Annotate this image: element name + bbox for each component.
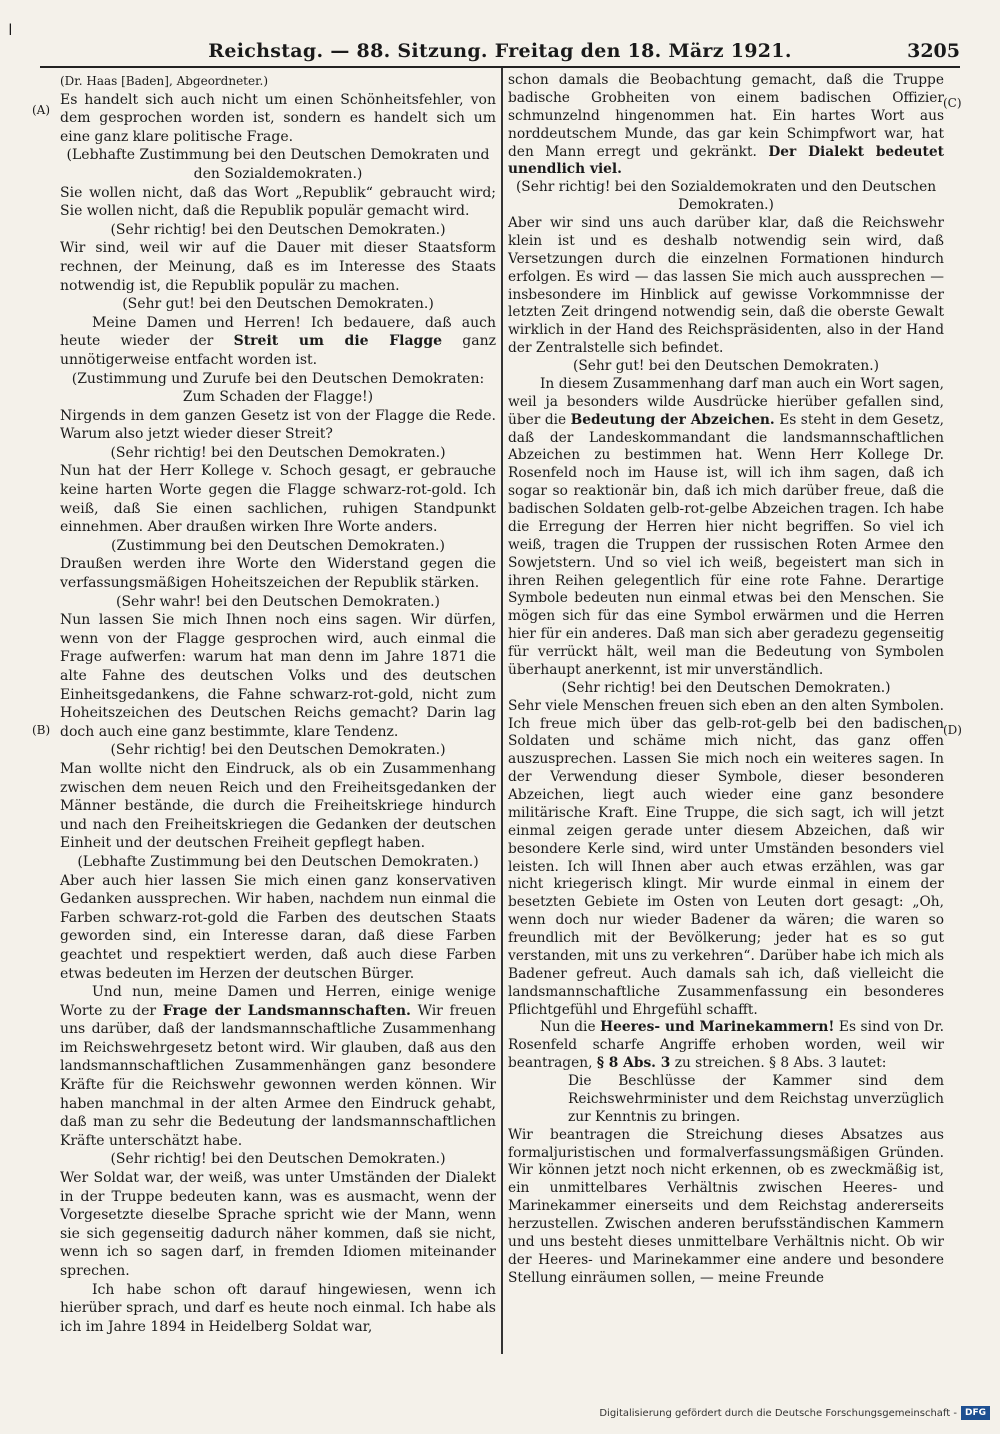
paragraph [508,376,944,680]
paragraph [508,1019,944,1073]
emphasis-dialekt: Der Dialekt bedeutet unendlich viel. [508,143,944,178]
footer [599,1406,990,1420]
paragraph: Aber auch hier lassen Sie mich einen ganz konservativen Gedanken aussprechen. Wir haben, nachdem nun einmal die Farben schwarz-rot-gold die Farben des deutschen Staats geworden sind, ein Interesse daran, daß diese Farben geachtet und respektiert werden, daß auch diese Farben etwas bedeuten im Herzen der deutschen Bürger. [60,872,496,982]
emphasis-landsmannschaften: Frage der Landsmannschaften. [162,1002,411,1019]
paragraph: Draußen werden ihre Worte den Widerstand gegen die verfassungsmäßigen Hoheitszeichen der Republik stärken. [60,556,496,592]
interjection: (Sehr richtig! bei den Deutschen Demokraten.) [110,1151,446,1168]
text-run: In diesem Zusammenhang darf man auch ein Wort sagen, weil ja besonders wilde Ausdrücke hierüber gefallen sind, über die [508,375,944,428]
right-column [508,72,944,1288]
emphasis-paragraph-ref: § 8 Abs. 3 [596,1055,671,1072]
page-title: Reichstag. — 88. Sitzung. Freitag den 18. März 1921. [208,40,792,62]
paragraph: Wir sind, weil wir auf die Dauer mit dieser Staatsform rechnen, der Meinung, daß es im Interesse des Staats notwendig ist, die Republik populär zu machen. [60,240,496,294]
dfg-logo: DFG [961,1406,990,1420]
text-run: ganz unnötigerweise entfacht worden ist. [60,333,496,368]
paragraph: Es handelt sich auch nicht um einen Schönheitsfehler, von dem gesprochen worden ist, sondern es handelt sich um eine ganz klare politische Frage. [60,91,496,145]
paragraph: Sie wollen nicht, daß das Wort „Republik“ gebraucht wird; Sie wollen nicht, daß die Republik populär gemacht wird. [60,184,496,220]
text-run: Meine Damen und Herren! Ich bedauere, daß auch heute wieder der [60,314,496,350]
margin-marker-a: (A) [32,103,51,117]
paragraph: Nun lassen Sie mich Ihnen noch eins sagen. Wir dürfen, wenn von der Flagge gesprochen wird, auch einmal die Frage aufwerfen: warum hat man denn im Jahre 1871 die alte Fahne des deutschen Volks und des deutschen Einheitsgedankens, die Fahne schwarz-rot-gold, nicht zum Hoheitszeichen des Deutschen Reichs gemacht? Darin lag doch auch eine ganz bestimmte, klare Tendenz. [60,612,496,740]
margin-marker-c: (C) [943,96,962,110]
interjection: (Zustimmung bei den Deutschen Demokraten.) [111,537,445,554]
paragraph: Sehr viele Menschen freuen sich eben an den alten Symbolen. Ich freue mich über das gelb-rot-gelb bei den badischen Soldaten und schäme mich nicht, das ganz offen auszusprechen. Lassen Sie mich noch ein weiteres sagen. In der Verwendung dieser Symbole, dieser besonderen Abzeichen, liegt auch wieder eine ganz besondere militärische Kraft. Eine Truppe, die sich sagt, ich will jetzt einmal zeigen gerade unter diesem Abzeichen, daß wir besondere Kerle sind, wird unter Umständen besonders viel leisten. Ich will Ihnen aber auch etwas erzählen, was gar nicht kriegerisch klingt. Mir wurde einmal in einem der besetzten Gebiete im Osten von Leuten dort gesagt: „Oh, wenn doch nur wieder Badener da wären; die waren so freundlich mit der Bevölkerung; jeder hat es so gut verstanden, mit uns zu verkehren“. Darüber habe ich mich als Badener gefreut. Auch damals sah ich, daß vielleicht die landsmannschaftliche Zusammenfassung ein besonderes Pflichtgefühl und Ehrgefühl schafft. [508,697,944,1018]
interjection: (Sehr richtig! bei den Deutschen Demokraten.) [110,444,446,461]
paragraph: Man wollte nicht den Eindruck, als ob ein Zusammenhang zwischen dem neuen Reich und den Freiheitsgedanken der Männer bestände, die durch die Freiheitskriege hindurch und nach den Freiheitskriegen die Gedanken der deutschen Einheit und der deutschen Freiheit gepflegt haben. [60,760,496,852]
text-run: Es steht in dem Gesetz, daß der Landeskommandant die landsmannschaftlichen Abzeichen zu bestimmen hat. Wenn Herr Kollege Dr. Rosenfeld noch im Hause ist, will ich ihm sagen, daß ich sogar so reaktionär bin, daß ich mich darüber freue, daß die badischen Soldaten gelb-rot-gelbe Abzeichen tragen. Ich habe die Erregung der Herren hier nicht begriffen. So viel ich weiß, tragen die Truppen der russischen Roten Armee den Sowjetstern. Und so viel ich weiß, begeistert man sich in ihren Reihen gelegentlich für eine rote Fahne. Derartige Symbole bedeuten nun einmal etwas bei den Menschen. Sie mögen sich für das eine Symbol erwärmen und die Herren hier für ein anderes. Daß man sich aber geradezu gegenseitig für verrückt hält, weil man die Bedeutung von Symbolen überhaupt anerkennt, ist mir unverständlich. [508,411,945,678]
margin-marker-b: (B) [32,723,51,737]
emphasis-flag-dispute: Streit um die Flagge [233,333,443,350]
interjection: (Sehr gut! bei den Deutschen Demokraten.) [122,296,434,313]
text-run: Nun die [540,1019,601,1036]
interjection: (Lebhafte Zustimmung bei den Deutschen Demokraten und den Sozialdemokraten.) [66,147,490,182]
paragraph: Nun hat der Herr Kollege v. Schoch gesagt, er gebrauche keine harten Worte gegen die Flagge schwarz-rot-gold. Ich weiß, daß Sie einen sachlichen, ruhigen Standpunkt einnehmen. Aber draußen wirken Ihre Worte anders. [60,463,496,536]
text-run: schon damals die Beobachtung gemacht, daß die Truppe badische Grobheiten von einem badischen Offizier schmunzelnd hingenommen hat. Ein hartes Wort aus norddeutschem Munde, das gar kein Schimpfwort war, hat den Mann erregt und gekränkt. [508,72,944,160]
margin-marker-d: (D) [943,723,962,737]
emphasis-abzeichen: Bedeutung der Abzeichen. [570,411,775,428]
interjection: (Sehr richtig! bei den Deutschen Demokraten.) [561,679,891,696]
text-run: Es sind von Dr. Rosenfeld scharfe Angriffe erhoben worden, weil wir beantragen, [508,1019,945,1072]
column-divider [501,68,503,1354]
paragraph: Wer Soldat war, der weiß, was unter Umständen der Dialekt in der Truppe bedeuten kann, was es ausmacht, wenn der Vorgesetzte dieselbe Sprache spricht wie der Mann, wenn sie sich gegenseitig dadurch näher kommen, daß sie nicht, wenn ich so sagen darf, in fremden Idiomen miteinander sprechen. [60,1170,496,1279]
interjection: (Sehr wahr! bei den Deutschen Demokraten.) [115,593,441,610]
emphasis-kammern: Heeres- und Marinekammern! [600,1019,835,1036]
law-quote: Die Beschlüsse der Kammer sind dem Reichswehrminister und dem Reichstag unverzüglich zur Kenntnis zu bringen. [568,1073,944,1125]
interjection: (Zustimmung und Zurufe bei den Deutschen Demokraten: Zum Schaden der Flagge!) [71,370,485,406]
page-corner-mark: ǀ [8,20,13,39]
paragraph: Nirgends in dem ganzen Gesetz ist von der Flagge die Rede. Warum also jetzt wieder dieser Streit? [60,407,496,443]
text-run: Wir freuen uns darüber, daß der landsmannschaftliche Zusammenhang im Reichswehrgesetz betont wird. Wir glauben, daß aus den landsmannschaftlichen Zusammenhängen ganz besondere Kräfte für die Reichswehr gewonnen werden können. Wir haben manchmal in der alten Armee den Eindruck gehabt, daß man zu sehr die Bedeutung der landsmannschaftlichen Kräfte unterschätzt habe. [60,1002,497,1149]
text-run: zu streichen. § 8 Abs. 3 lautet: [670,1055,887,1072]
interjection: (Sehr richtig! bei den Deutschen Demokraten.) [110,221,446,238]
interjection: (Sehr richtig! bei den Deutschen Demokraten.) [110,742,446,759]
interjection: (Lebhafte Zustimmung bei den Deutschen Demokraten.) [77,853,479,870]
footer-text: Digitalisierung gefördert durch die Deutsche Forschungsgemeinschaft - [599,1407,957,1419]
paragraph: Ich habe schon oft darauf hingewiesen, wenn ich hierüber sprach, und darf es heute noch einmal. Ich habe als ich im Jahre 1894 in Heidelberg Soldat war, [60,1281,496,1335]
paragraph: Wir beantragen die Streichung dieses Absatzes aus formaljuristischen und formalverfassungsmäßigen Gründen. Wir können jetzt noch nicht erkennen, ob es zweckmäßig ist, ein unmittelbares Verhältnis zwischen Heeres- und Marinekammer einerseits und dem Reichstag andererseits herzustellen. Zwischen anderen berufsständischen Kammern und uns besteht dieses unmittelbare Verhältnis nicht. Ob wir der Heeres- und Marinekammer eine andere und besondere Stellung einräumen sollen, — meine Freunde [508,1126,944,1286]
left-column [60,72,496,1336]
speaker-line: (Dr. Haas [Baden], Abgeordneter.) [60,74,269,88]
paragraph [508,72,944,179]
interjection: (Sehr richtig! bei den Sozialdemokraten und den Deutschen Demokraten.) [515,179,937,214]
page-number: 3205 [907,40,960,62]
paragraph [60,314,496,370]
page-header [40,30,960,68]
paragraph: Aber wir sind uns auch darüber klar, daß die Reichswehr klein ist und es deshalb notwendig sein wird, daß Versetzungen durch die einzelnen Formationen hindurch erfolgen. Es wird — das lassen Sie mich auch aussprechen — insbesondere im Hinblick auf gewisse Vorkommnisse der letzten Zeit dringend notwendig sein, daß die oberste Gewalt wirklich in der Hand des Reichspräsidenten, also in der Hand der Zentralstelle sich befindet. [508,215,944,357]
interjection: (Sehr gut! bei den Deutschen Demokraten.) [572,358,880,374]
text-run: Und nun, meine Damen und Herren, einige wenige Worte zu der [60,984,496,1019]
paragraph [60,983,496,1150]
